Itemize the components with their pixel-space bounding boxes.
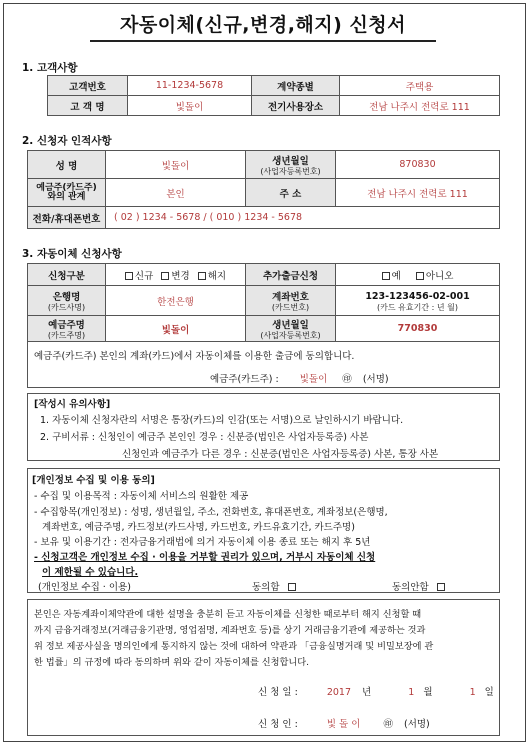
holder-label: 예금주명 (카드주명) — [28, 316, 106, 342]
extra-options: 예 아니오 — [336, 264, 500, 286]
privacy-item-2b: 계좌번호, 예금주명, 카드정보(카드사명, 카드번호, 카드유효기간, 카드주명) — [42, 522, 355, 533]
account-label: 계좌번호 (카드번호) — [246, 286, 336, 316]
customer-name-label: 고 객 명 — [48, 96, 128, 116]
name-label: 성 명 — [28, 151, 106, 179]
bank-field[interactable]: 한전은행 — [106, 286, 246, 316]
form-title: 자동이체(신규,변경,해지) 신청서 — [90, 10, 436, 42]
privacy-heading: [개인정보 수집 및 이용 동의] — [32, 475, 155, 486]
privacy-box — [27, 468, 500, 593]
holder-signature-name[interactable]: 빛돌이 — [299, 374, 328, 385]
customer-no-field[interactable]: 11-1234-5678 — [128, 76, 252, 96]
type-cancel-checkbox[interactable] — [198, 272, 206, 280]
privacy-disagree-checkbox[interactable] — [437, 583, 445, 591]
address-field[interactable]: 전남 나주시 전력로 111 — [336, 179, 500, 207]
section2-heading: 2. 신청자 인적사항 — [22, 135, 112, 147]
contract-type-field[interactable]: 주택용 — [340, 76, 500, 96]
seal-icon: ㊞ — [383, 719, 393, 730]
consent-box — [27, 599, 500, 736]
consent-line-2: 까지 금융거래정보(거래금융기관명, 영업점명, 계좌번호 등)를 상기 거래금융기관에 제공하는 것과 — [34, 625, 426, 636]
withdraw-consent-cell — [28, 342, 500, 388]
holder-birth-label: 생년월일 (사업자등록번호) — [246, 316, 336, 342]
consent-line-1: 본인은 자동계좌이체약관에 대한 설명을 충분히 듣고 자동이체를 신청한 때로부터 해지 신청할 때 — [34, 609, 422, 620]
apply-day-field[interactable]: 1 — [469, 687, 476, 698]
account-field[interactable]: 123-123456-02-001 — [365, 290, 470, 302]
applicant-signature-row: 신 청 인 : 빛 돌 이 ㊞ (서명) — [258, 719, 430, 730]
notes-item-2: 2. 구비서류 : 신청인이 예금주 본인인 경우 : 신분증(법인은 사업자등록증) 사본 — [40, 432, 369, 443]
privacy-item-1: - 수집 및 이용목적 : 자동이체 서비스의 원활한 제공 — [34, 491, 249, 502]
phone-field[interactable]: ( 02 ) 1234 - 5678 / ( 010 ) 1234 - 5678 — [106, 207, 500, 229]
bank-label: 은행명 (카드사명) — [28, 286, 106, 316]
transfer-table — [27, 263, 500, 388]
apply-year-field[interactable]: 2017 — [326, 687, 352, 698]
holder-field[interactable]: 빛돌이 — [106, 316, 246, 342]
notes-heading: [작성시 유의사항] — [34, 399, 111, 410]
card-expiry: (카드 유효기간 : 년 월) — [377, 302, 458, 312]
consent-line-3: 위 정보 제공사실을 명의인에게 통지하지 않는 것에 대하여 약관과 「금융실명거래 및 비밀보장에 관 — [34, 641, 434, 652]
privacy-item-3: - 보유 및 이용기간 : 전자금융거래법에 의거 자동이체 이용 종료 또는 해지 후 5년 — [34, 537, 371, 548]
consent-line-4: 한 법률」의 규정에 따라 동의하며 위와 같이 자동이체를 신청합니다. — [34, 657, 310, 668]
site-label: 전기사용장소 — [252, 96, 340, 116]
site-field[interactable]: 전남 나주시 전력로 111 — [340, 96, 500, 116]
privacy-agree-option: 동의함 — [252, 579, 298, 593]
type-new-checkbox[interactable] — [125, 272, 133, 280]
applicant-name-field[interactable]: 빛 돌 이 — [326, 719, 361, 730]
privacy-agree-checkbox[interactable] — [288, 583, 296, 591]
privacy-item-2a: - 수집항목(개인정보) : 성명, 생년월일, 주소, 전화번호, 휴대폰번호, 계좌정보(은행명, — [34, 507, 388, 518]
extra-no-checkbox[interactable] — [416, 272, 424, 280]
type-label: 신청구분 — [28, 264, 106, 286]
extra-label: 추가출금신청 — [246, 264, 336, 286]
applicant-table — [27, 150, 500, 229]
address-label: 주 소 — [246, 179, 336, 207]
notes-item-3: 신청인과 예금주가 다른 경우 : 신분증(법인은 사업자등록증) 사본, 통장 사본 — [122, 449, 439, 460]
holder-birth-field[interactable]: 770830 — [336, 316, 500, 342]
section3-heading: 3. 자동이체 신청사항 — [22, 248, 122, 260]
holder-signature-row: 예금주(카드주) : 빛돌이 ㊞ (서명) — [210, 374, 389, 385]
type-options: 신규 변경 해지 — [106, 264, 246, 286]
customer-name-field[interactable]: 빛돌이 — [128, 96, 252, 116]
privacy-disagree-option: 동의안함 — [392, 579, 447, 593]
relation-field[interactable]: 본인 — [106, 179, 246, 207]
phone-label: 전화/휴대폰번호 — [28, 207, 106, 229]
privacy-consent-label: (개인정보 수집 · 이용) — [38, 582, 131, 593]
extra-yes-checkbox[interactable] — [382, 272, 390, 280]
privacy-item-4b: 이 제한될 수 있습니다. — [42, 567, 139, 578]
account-cell[interactable] — [336, 286, 500, 316]
seal-icon: ㊞ — [342, 374, 352, 385]
notes-box — [27, 393, 500, 461]
customer-no-label: 고객번호 — [48, 76, 128, 96]
birth-label: 생년월일 (사업자등록번호) — [246, 151, 336, 179]
name-field[interactable]: 빛돌이 — [106, 151, 246, 179]
relation-label: 예금주(카드주) 와의 관계 — [28, 179, 106, 207]
notes-item-1: 1. 자동이체 신청자란의 서명은 통장(카드)의 인감(또는 서명)으로 날인하시기 바랍니다. — [40, 415, 404, 426]
withdraw-consent-text: 예금주(카드주) 본인의 계좌(카드)에서 자동이체를 이용한 출금에 동의합니다. — [34, 351, 355, 362]
apply-date-row: 신 청 일 : 2017 년 1 월 1 일 — [258, 687, 494, 698]
birth-field[interactable]: 870830 — [336, 151, 500, 179]
privacy-item-4a: - 신청고객은 개인정보 수집 · 이용을 거부할 권리가 있으며, 거부시 자동이체 신청 — [34, 552, 376, 563]
type-change-checkbox[interactable] — [161, 272, 169, 280]
contract-type-label: 계약종별 — [252, 76, 340, 96]
section1-heading: 1. 고객사항 — [22, 62, 78, 74]
apply-month-field[interactable]: 1 — [408, 687, 415, 698]
customer-table — [47, 75, 500, 116]
